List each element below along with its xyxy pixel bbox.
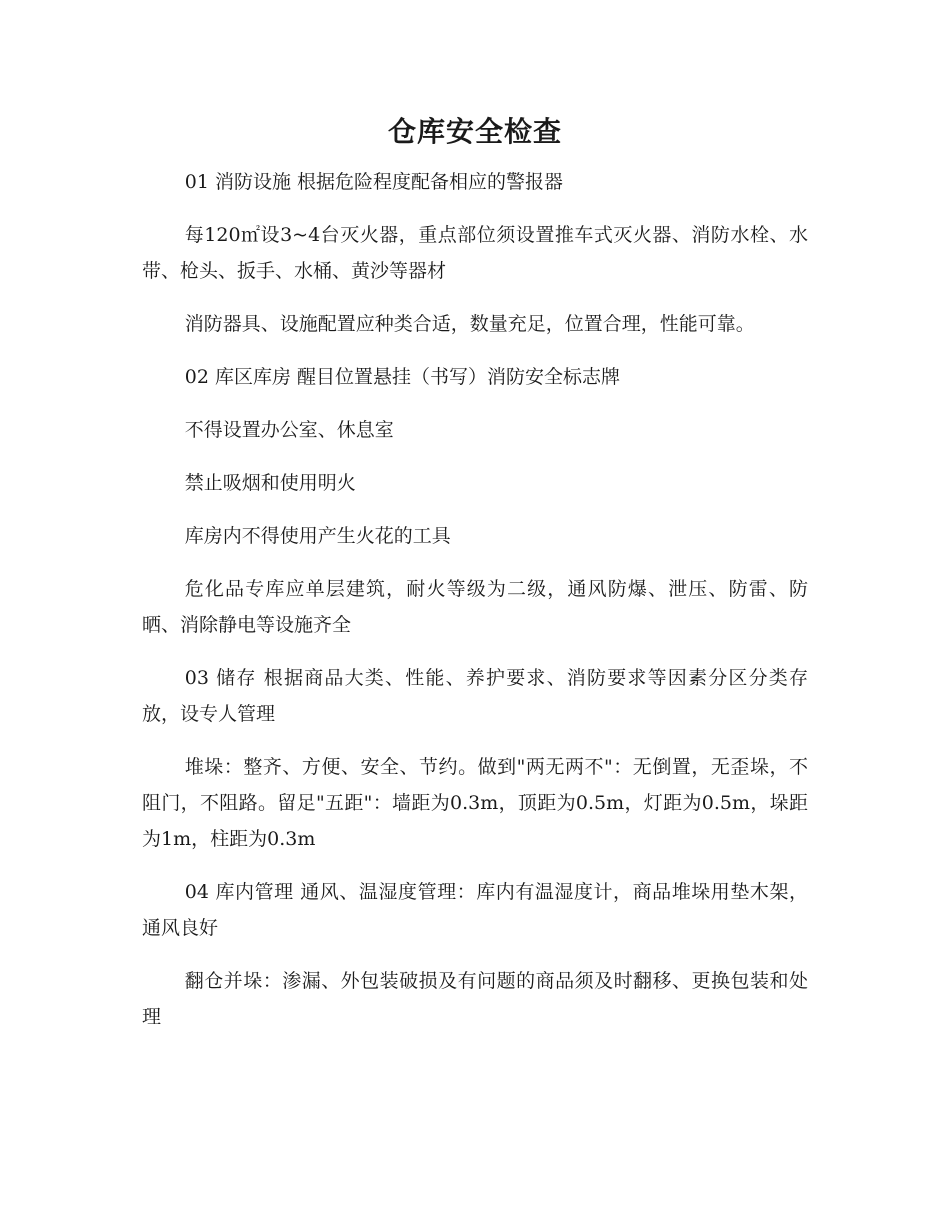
paragraph-extinguishers: 每120㎡设3~4台灭火器，重点部位须设置推车式灭火器、消防水栓、水带、枪头、扳手、水桶、黄沙等器材 [142, 224, 808, 282]
paragraph-fire-facilities: 01 消防设施 根据危险程度配备相应的警报器 [184, 171, 564, 193]
paragraph-no-smoking: 禁止吸烟和使用明火 [184, 472, 356, 494]
paragraph-equipment-config: 消防器具、设施配置应种类合适，数量充足，位置合理，性能可靠。 [184, 313, 755, 335]
paragraph-internal-management: 04 库内管理 通风、温湿度管理：库内有温湿度计，商品堆垛用垫木架，通风良好 [142, 881, 808, 939]
paragraph-restacking: 翻仓并垛：渗漏、外包装破损及有问题的商品须及时翻移、更换包装和处理 [142, 970, 808, 1028]
paragraph-warehouse-signs: 02 库区库房 醒目位置悬挂（书写）消防安全标志牌 [184, 366, 621, 388]
paragraph-no-spark-tools: 库房内不得使用产生火花的工具 [184, 525, 451, 547]
paragraph-stacking: 堆垛：整齐、方便、安全、节约。做到"两无两不"：无倒置，无歪垛，不阻门，不阻路。留足"五距"：墙距为0.3m，顶距为0.5m，灯距为0.5m，垛距为1m，柱距为0.3m [142, 756, 808, 850]
document-title: 仓库安全检查 [387, 115, 562, 148]
paragraph-storage: 03 储存 根据商品大类、性能、养护要求、消防要求等因素分区分类存放，设专人管理 [142, 667, 808, 725]
paragraph-hazmat-storage: 危化品专库应单层建筑，耐火等级为二级，通风防爆、泄压、防雷、防晒、消除静电等设施齐全 [142, 578, 808, 636]
paragraph-no-offices: 不得设置办公室、休息室 [184, 419, 394, 441]
document-page [142, 110, 808, 1052]
